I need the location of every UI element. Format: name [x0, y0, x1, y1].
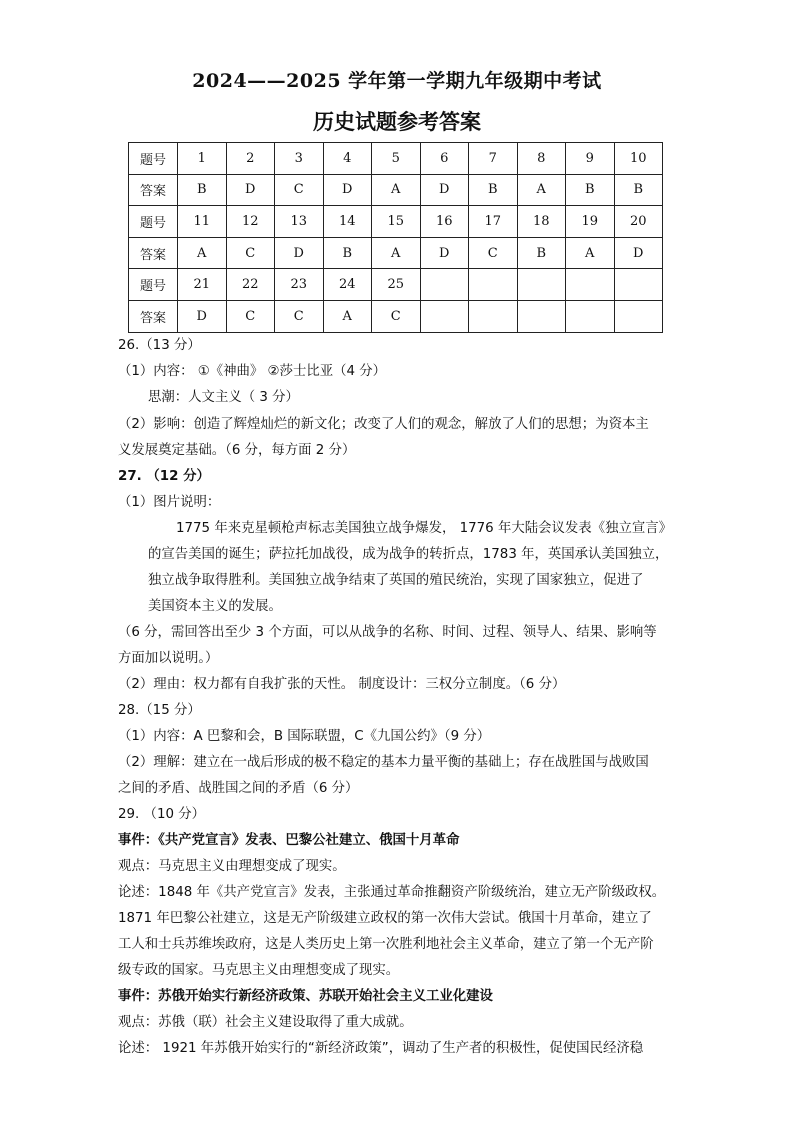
answer-cell: C: [275, 300, 324, 332]
question-number-cell: [469, 269, 518, 301]
question-number-cell: 14: [323, 206, 372, 238]
answer-row: [129, 237, 663, 269]
question-number-cell: 13: [275, 206, 324, 238]
q28-heading: 28.（15 分）: [118, 703, 201, 718]
answer-row-header: 答案: [129, 300, 178, 332]
q28-part2-line1: （2）理解：建立在一战后形成的极不稳定的基本力量平衡的基础上；存在战胜国与战败国: [118, 755, 649, 770]
answer-cell: B: [323, 237, 372, 269]
q26-part2-line2: 义发展奠定基础。（6 分，每方面 2 分）: [118, 443, 356, 458]
question-row-header: 题号: [129, 143, 178, 175]
question-number-cell: 7: [469, 143, 518, 175]
q27-heading: 27. （12 分）: [118, 469, 210, 484]
q26-part2-line1: （2）影响：创造了辉煌灿烂的新文化；改变了人们的观念，解放了人们的思想；为资本主: [118, 417, 649, 432]
q27-part1-line3: 独立战争取得胜利。美国独立战争结束了英国的殖民统治，实现了国家独立，促进了: [148, 573, 644, 588]
answer-cell: C: [469, 237, 518, 269]
answer-cell: D: [323, 174, 372, 206]
question-number-cell: 6: [420, 143, 469, 175]
q27-part1-line2: 的宣告美国的诞生；萨拉托加战役，成为战争的转折点，1783 年，英国承认美国独立，: [148, 547, 669, 562]
answer-cell: B: [469, 174, 518, 206]
question-number-cell: [566, 269, 615, 301]
question-number-cell: 1: [178, 143, 227, 175]
answer-cell: C: [226, 237, 275, 269]
answer-row: [129, 300, 663, 332]
answer-cell: D: [420, 237, 469, 269]
question-number-cell: 25: [372, 269, 421, 301]
answer-cell: A: [323, 300, 372, 332]
q29-event2: 事件：苏俄开始实行新经济政策、苏联开始社会主义工业化建设: [118, 989, 493, 1004]
answer-cell: D: [226, 174, 275, 206]
q27-part1-line4: 美国资本主义的发展。: [148, 599, 282, 614]
question-number-cell: [420, 269, 469, 301]
question-number-cell: 11: [178, 206, 227, 238]
q27-part2: （2）理由：权力都有自我扩张的天性。 制度设计：三权分立制度。（6 分）: [118, 677, 566, 692]
question-number-cell: [614, 269, 663, 301]
answer-cell: [566, 300, 615, 332]
answer-cell: D: [614, 237, 663, 269]
q26-part1-trend: 思潮：人文主义（ 3 分）: [148, 390, 299, 405]
answer-key-title: 历史试题参考答案: [313, 109, 481, 134]
q28-part2-line2: 之间的矛盾、战胜国之间的矛盾（6 分）: [118, 781, 359, 796]
question-number-cell: 3: [275, 143, 324, 175]
answer-cell: [517, 300, 566, 332]
answer-row-header: 答案: [129, 174, 178, 206]
question-number-cell: 8: [517, 143, 566, 175]
q29-event1: 事件：《共产党宣言》发表、巴黎公社建立、俄国十月革命: [118, 833, 460, 848]
question-number-cell: 19: [566, 206, 615, 238]
q27-part1-line1: 1775 年来克星顿枪声标志美国独立战争爆发， 1776 年大陆会议发表《独立宣言》: [176, 521, 673, 536]
question-row-header: 题号: [129, 269, 178, 301]
question-number-cell: 17: [469, 206, 518, 238]
q29-argument2-line1: 论述： 1921 年苏俄开始实行的“新经济政策”，调动了生产者的积极性，促使国民经济稳: [118, 1041, 644, 1056]
question-number-cell: 4: [323, 143, 372, 175]
question-number-cell: [517, 269, 566, 301]
q27-note-line1: （6 分，需回答出至少 3 个方面，可以从战争的名称、时间、过程、领导人、结果、影响等: [118, 625, 657, 640]
question-row-header: 题号: [129, 206, 178, 238]
question-number-cell: 2: [226, 143, 275, 175]
answer-cell: D: [275, 237, 324, 269]
answer-cell: A: [372, 174, 421, 206]
q29-argument1-line4: 级专政的国家。马克思主义由理想变成了现实。: [118, 963, 400, 978]
answer-cell: [469, 300, 518, 332]
answer-cell: B: [614, 174, 663, 206]
q27-part1-heading: （1）图片说明：: [118, 495, 221, 510]
question-number-cell: 21: [178, 269, 227, 301]
q29-argument1-line3: 工人和士兵苏维埃政府，这是人类历史上第一次胜利地社会主义革命，建立了第一个无产阶: [118, 937, 654, 952]
question-number-cell: 22: [226, 269, 275, 301]
q29-heading: 29. （10 分）: [118, 807, 206, 822]
answer-cell: A: [178, 237, 227, 269]
q26-heading: 26.（13 分）: [118, 338, 201, 353]
q29-argument1-line2: 1871 年巴黎公社建立，这是无产阶级建立政权的第一次伟大尝试。俄国十月革命，建立了: [118, 911, 652, 926]
q27-note-line2: 方面加以说明。）: [118, 651, 219, 666]
exam-title: 2024——2025 学年第一学期九年级期中考试: [192, 70, 602, 92]
question-number-cell: 23: [275, 269, 324, 301]
q28-part1: （1）内容：A 巴黎和会，B 国际联盟，C《九国公约》（9 分）: [118, 729, 491, 744]
answer-cell: [614, 300, 663, 332]
question-number-cell: 16: [420, 206, 469, 238]
answer-cell: A: [566, 237, 615, 269]
answer-row: [129, 174, 663, 206]
answer-cell: C: [372, 300, 421, 332]
question-number-cell: 20: [614, 206, 663, 238]
question-row: [129, 206, 663, 238]
answer-cell: C: [226, 300, 275, 332]
question-row: [129, 269, 663, 301]
q26-part1-content: （1）内容： ①《神曲》 ②莎士比亚（4 分）: [118, 364, 387, 379]
question-number-cell: 24: [323, 269, 372, 301]
answer-row-header: 答案: [129, 237, 178, 269]
question-number-cell: 18: [517, 206, 566, 238]
answer-cell: A: [372, 237, 421, 269]
question-number-cell: 12: [226, 206, 275, 238]
answer-cell: A: [517, 174, 566, 206]
question-number-cell: 10: [614, 143, 663, 175]
question-number-cell: 15: [372, 206, 421, 238]
answer-cell: [420, 300, 469, 332]
q29-viewpoint1: 观点：马克思主义由理想变成了现实。: [118, 859, 346, 874]
question-number-cell: 5: [372, 143, 421, 175]
answer-table: [128, 142, 663, 333]
q29-viewpoint2: 观点：苏俄（联）社会主义建设取得了重大成就。: [118, 1015, 413, 1030]
question-number-cell: 9: [566, 143, 615, 175]
answer-cell: B: [566, 174, 615, 206]
answer-cell: D: [178, 300, 227, 332]
answer-cell: D: [420, 174, 469, 206]
answer-cell: B: [178, 174, 227, 206]
answer-cell: B: [517, 237, 566, 269]
q29-argument1-line1: 论述：1848 年《共产党宣言》发表，主张通过革命推翻资产阶级统治，建立无产阶级政权。: [118, 885, 666, 900]
question-row: [129, 143, 663, 175]
answer-cell: C: [275, 174, 324, 206]
